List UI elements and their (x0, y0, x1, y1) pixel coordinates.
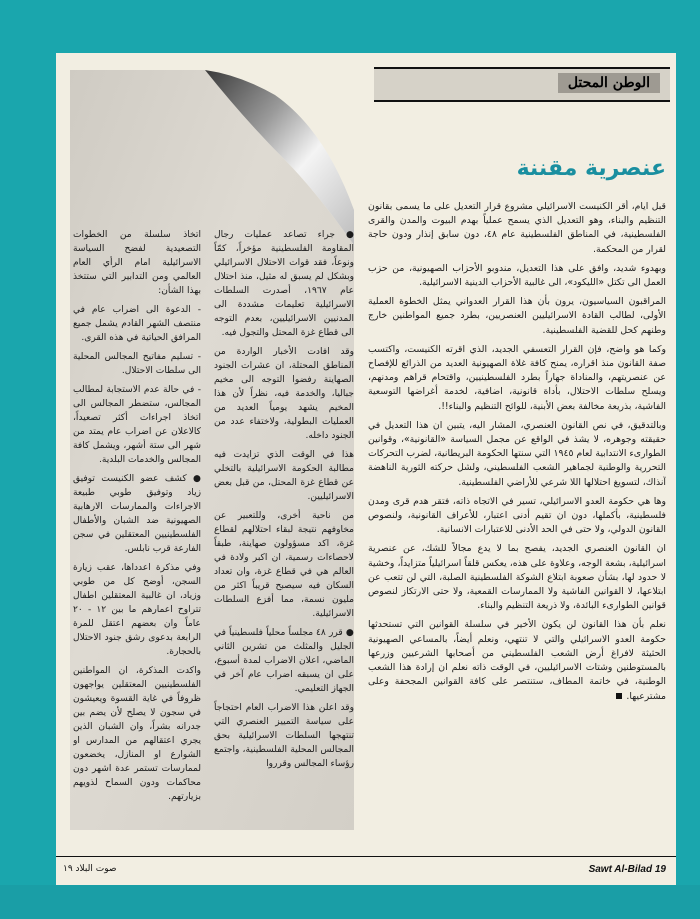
main-paragraph: وبهدوء شديد، وافق على هذا التعديل، مندوبو الأحزاب الصهيونية، من حزب العمل الى تكتل «الليكود»، الى غالبية الأحزاب الدينية الاسرائيلية. (368, 262, 666, 289)
brief-paragraph: اتخاذ سلسلة من الخطوات التصعيدية لفضح السياسة الاسرائيلية امام الرأي العام العالمي ومن التدابير التي ستتخذ بهذا الشأن: (73, 230, 201, 296)
middle-news-column (214, 228, 354, 828)
section-label: الوطن المحتل (558, 73, 660, 93)
main-paragraph: ان القانون العنصري الجديد، يفصح بما لا يدع مجالاً للشك، عن عنصرية اسرائيلية، بشعة الوجه، وعلاوة على هذه، يعكس قلقاً اسرائيلياً متزايداً، وخشية لا حدود لها، بشأن صعوبة ابتلاع الشوكة الفلسطينية الصلبة، التي لن تتعب عن ابتلاعها، لا القوانين الفاشية ولا الممارسات القمعية، ولا حتى الارتكاز لنصوص قوانين الطوارىء البائدة، ولا ذريعة التنظيم والبناء. (368, 543, 666, 612)
brief-paragraph: وفي مذكرة اعدداها، عقب زيارة السجن، أوضح كل من طوبي وزياد، ان غالبية المعتقلين اطفال تتراوح اعمارهم ما بين ١٢ - ٢٠ عاماً وان بعضهم اعتقل للمرة الرابعة بدعوى رشق جنود الاحتلال بالحجارة. (73, 563, 201, 657)
page-curl-graphic (205, 70, 354, 245)
main-paragraph: قبل ايام، أقر الكنيست الاسرائيلي مشروع قرار التعديل على ما يسمى بقانون التنظيم والبناء، وهو التعديل الذي يسمح عملياً بهدم البيوت والمدن والقرى الفلسطينية، في المناطق الفلسطينية عام ٤٨، دون سابق إنذار ودون حاجة لقرار من المحكمة. (368, 201, 666, 255)
main-article-column (368, 200, 666, 830)
brief-paragraph: - الدعوة الى اضراب عام في منتصف الشهر القادم يشمل جميع المرافق الحياتية في هذه القرى. (73, 305, 201, 343)
main-paragraph: وها هي حكومة العدو الاسرائيلي، تسير في الاتجاه ذاته، فتقر هدم قرى ومدن فلسطينية، بأكملها، دون ان تقيم أدنى اعتبار، للأعراف القانونية، ولنصوص القانون الدولي، ولا حتى في الحد الأدنى للاعتبارات الانسانية. (368, 495, 666, 536)
end-of-article-icon (616, 693, 622, 699)
brief-paragraph: ● كشف عضو الكنيست توفيق زياد وتوفيق طوبي طبيعة الاجراءات والممارسات الارهابية الصهيونية ضد الشبان والأطفال الفلسطينيين المعتقلين في سجن الفارعة قرب نابلس. (73, 474, 201, 554)
footer-page-number-arabic: صوت البلاد ١٩ (63, 864, 117, 874)
bottom-border (0, 885, 700, 919)
left-news-column (73, 228, 201, 828)
brief-paragraph: واكدت المذكرة، ان المواطنين الفلسطينيين المعتقلين يواجهون ظروفاً في غاية القسوة ويعيشون في سجون لا يصلح لأن يضم بين جدرانه بشراً، وان الشبان الذين يجري اعتقالهم من المدارس او الشوارع او المنازل، يخضعون لممارسات تستمر عدة اشهر دون محاكمات ودون السماح لذويهم بزيارتهم. (73, 666, 201, 802)
main-paragraph: وبالتدقيق، في نص القانون العنصري، المشار اليه، يتبين ان هذا التعديل في حقيقته وجوهره، لا يشذ في الواقع عن مجمل السياسة «القانونية»، وقوانين الطوارىء الانتدابية لعام ١٩٤٥ التي سنتها الحكومة البريطانية، لضرب التحركات التحررية والوطنية لجماهير الشعب الفلسطيني، ولشل حركته الثورية الناهضة آنذاك، لتسويغ احتلالها اللا شرعي للأراضي الفلسطينية. (368, 419, 666, 488)
brief-paragraph: - في حالة عدم الاستجابة لمطالب المجالس، ستضطر المجالس الى اتخاذ اجراءات أكثر تصعيداً، كالاعلان عن اضراب عام يمتد من شهر الى ستة أشهر، ويشمل كافة المجالس والخدمات البلدية. (73, 385, 201, 465)
brief-paragraph: وقد افادت الأخبار الواردة من المناطق المحتلة، ان عشرات الجنود الصهاينة رفضوا التوجه الى مخيم جباليا، والخدمة فيه، نظراً لأن هذا المخيم يشهد يومياً العديد من العمليات البطولية، ولاختفاء عدد من الجنود داخله. (214, 347, 354, 441)
article-headline: عنصرية مقننة (516, 156, 666, 181)
footer-page-number-latin: Sawt Al-Bilad 19 (588, 864, 666, 875)
main-paragraph-last (368, 618, 666, 703)
footer-rule (56, 856, 676, 857)
brief-paragraph: وقد اعلن هذا الاضراب العام احتجاجاً على سياسة التمييز العنصري التي تنتهجها السلطات الاسرائيلية بحق المجالس المحلية الفلسطينية، واجتمع رؤساء المجالس وقرروا (214, 703, 354, 769)
brief-paragraph: من ناحية أخرى، وللتعبير عن مخاوفهم نتيجة لبقاء احتلالهم لقطاع غزة، اكد مسؤولون صهاينة، طبقاً لاحصاءات رسمية، ان اكبر ولادة في العالم هي في قطاع غزة، وان تعداد السكان فيه سيصبح قريباً اكثر من مليون نسمة، مما أفزع السلطات الاسرائيلية. (214, 511, 354, 619)
main-paragraph: المراقبون السياسيون، يرون بأن هذا القرار العدواني يمثل الخطوة العملية الأولى، لطالب القادة الاسرائيليين العنصريين، بطرد جميع المواطنين خارج وطنهم كحل للقضية الفلسطينية. (368, 296, 666, 336)
brief-paragraph: هذا في الوقت الذي تزايدت فيه مطالبة الحكومة الاسرائيلية بالتخلي عن قطاع غزة المحتل، من قبل بعض الاسرائيليين. (214, 450, 354, 502)
brief-paragraph: ● جراء تصاعد عمليات رجال المقاومة الفلسطينية مؤخراً، كمّاً ونوعاً، فقد قوات الاحتلال الاسرائيلي وبشكل لم يسبق له مثيل، منذ احتلال عام ١٩٦٧، أصدرت السلطات الاسرائيلية تعليمات مشددة الى المدنيين الاسرائيليين، بعدم التوجه الى قطاع غزة المحتل والتجول فيه. (214, 230, 354, 338)
main-paragraph: وكما هو واضح، فإن القرار التعسفي الجديد، الذي اقرته الكنيست، واكتسب صفة القانون منذ اقراره، يمنح كافة غلاة الصهيونية العديد من الذرائع للإفصاح عن عنصريتهم، والمناداة جهاراً بطرد الفلسطينيين، واقتحام قراهم ومدنهم، ويسلح سلطات الاحتلال، بأداة قانونية، اضافية، لخدمة أغراضها التوسعية الفاشية، بذريعة مخالفة بعض الأبنية، للوائح التنظيم والبناء!!. (368, 343, 666, 412)
main-paragraph-text: نعلم بأن هذا القانون لن يكون الأخير في سلسلة القوانين التي تستحدثها حكومة العدو الاسرائيلي والتي لا تنتهي، ونعلم أيضاً، بالمساعي الصهيونية الحثيثة لافراغ أرض الشعب الفلسطيني من أصحابها الشرعيين وزرعها بالمستوطنين وشتات الاسرائيليين، في الوقت ذاته نعلم ان إرادة هذا الشعب الوطنية، في خاتمة المطاف، ستنتصر على كافة القوانين المجحفة وعلى مشترعيها. (368, 619, 666, 702)
brief-paragraph: ● قرر ٤٨ مجلساً محلياً فلسطينياً في الجليل والمثلث من تشرين الثاني الماضي، اعلان الاضراب لمدة أسبوع، على ان يسبقه اضراب عام آخر في الجهاز التعليمي. (214, 628, 354, 694)
brief-paragraph: - تسليم مفاتيح المجالس المحلية الى سلطات الاحتلال. (73, 352, 201, 376)
section-header-bar (374, 67, 670, 102)
